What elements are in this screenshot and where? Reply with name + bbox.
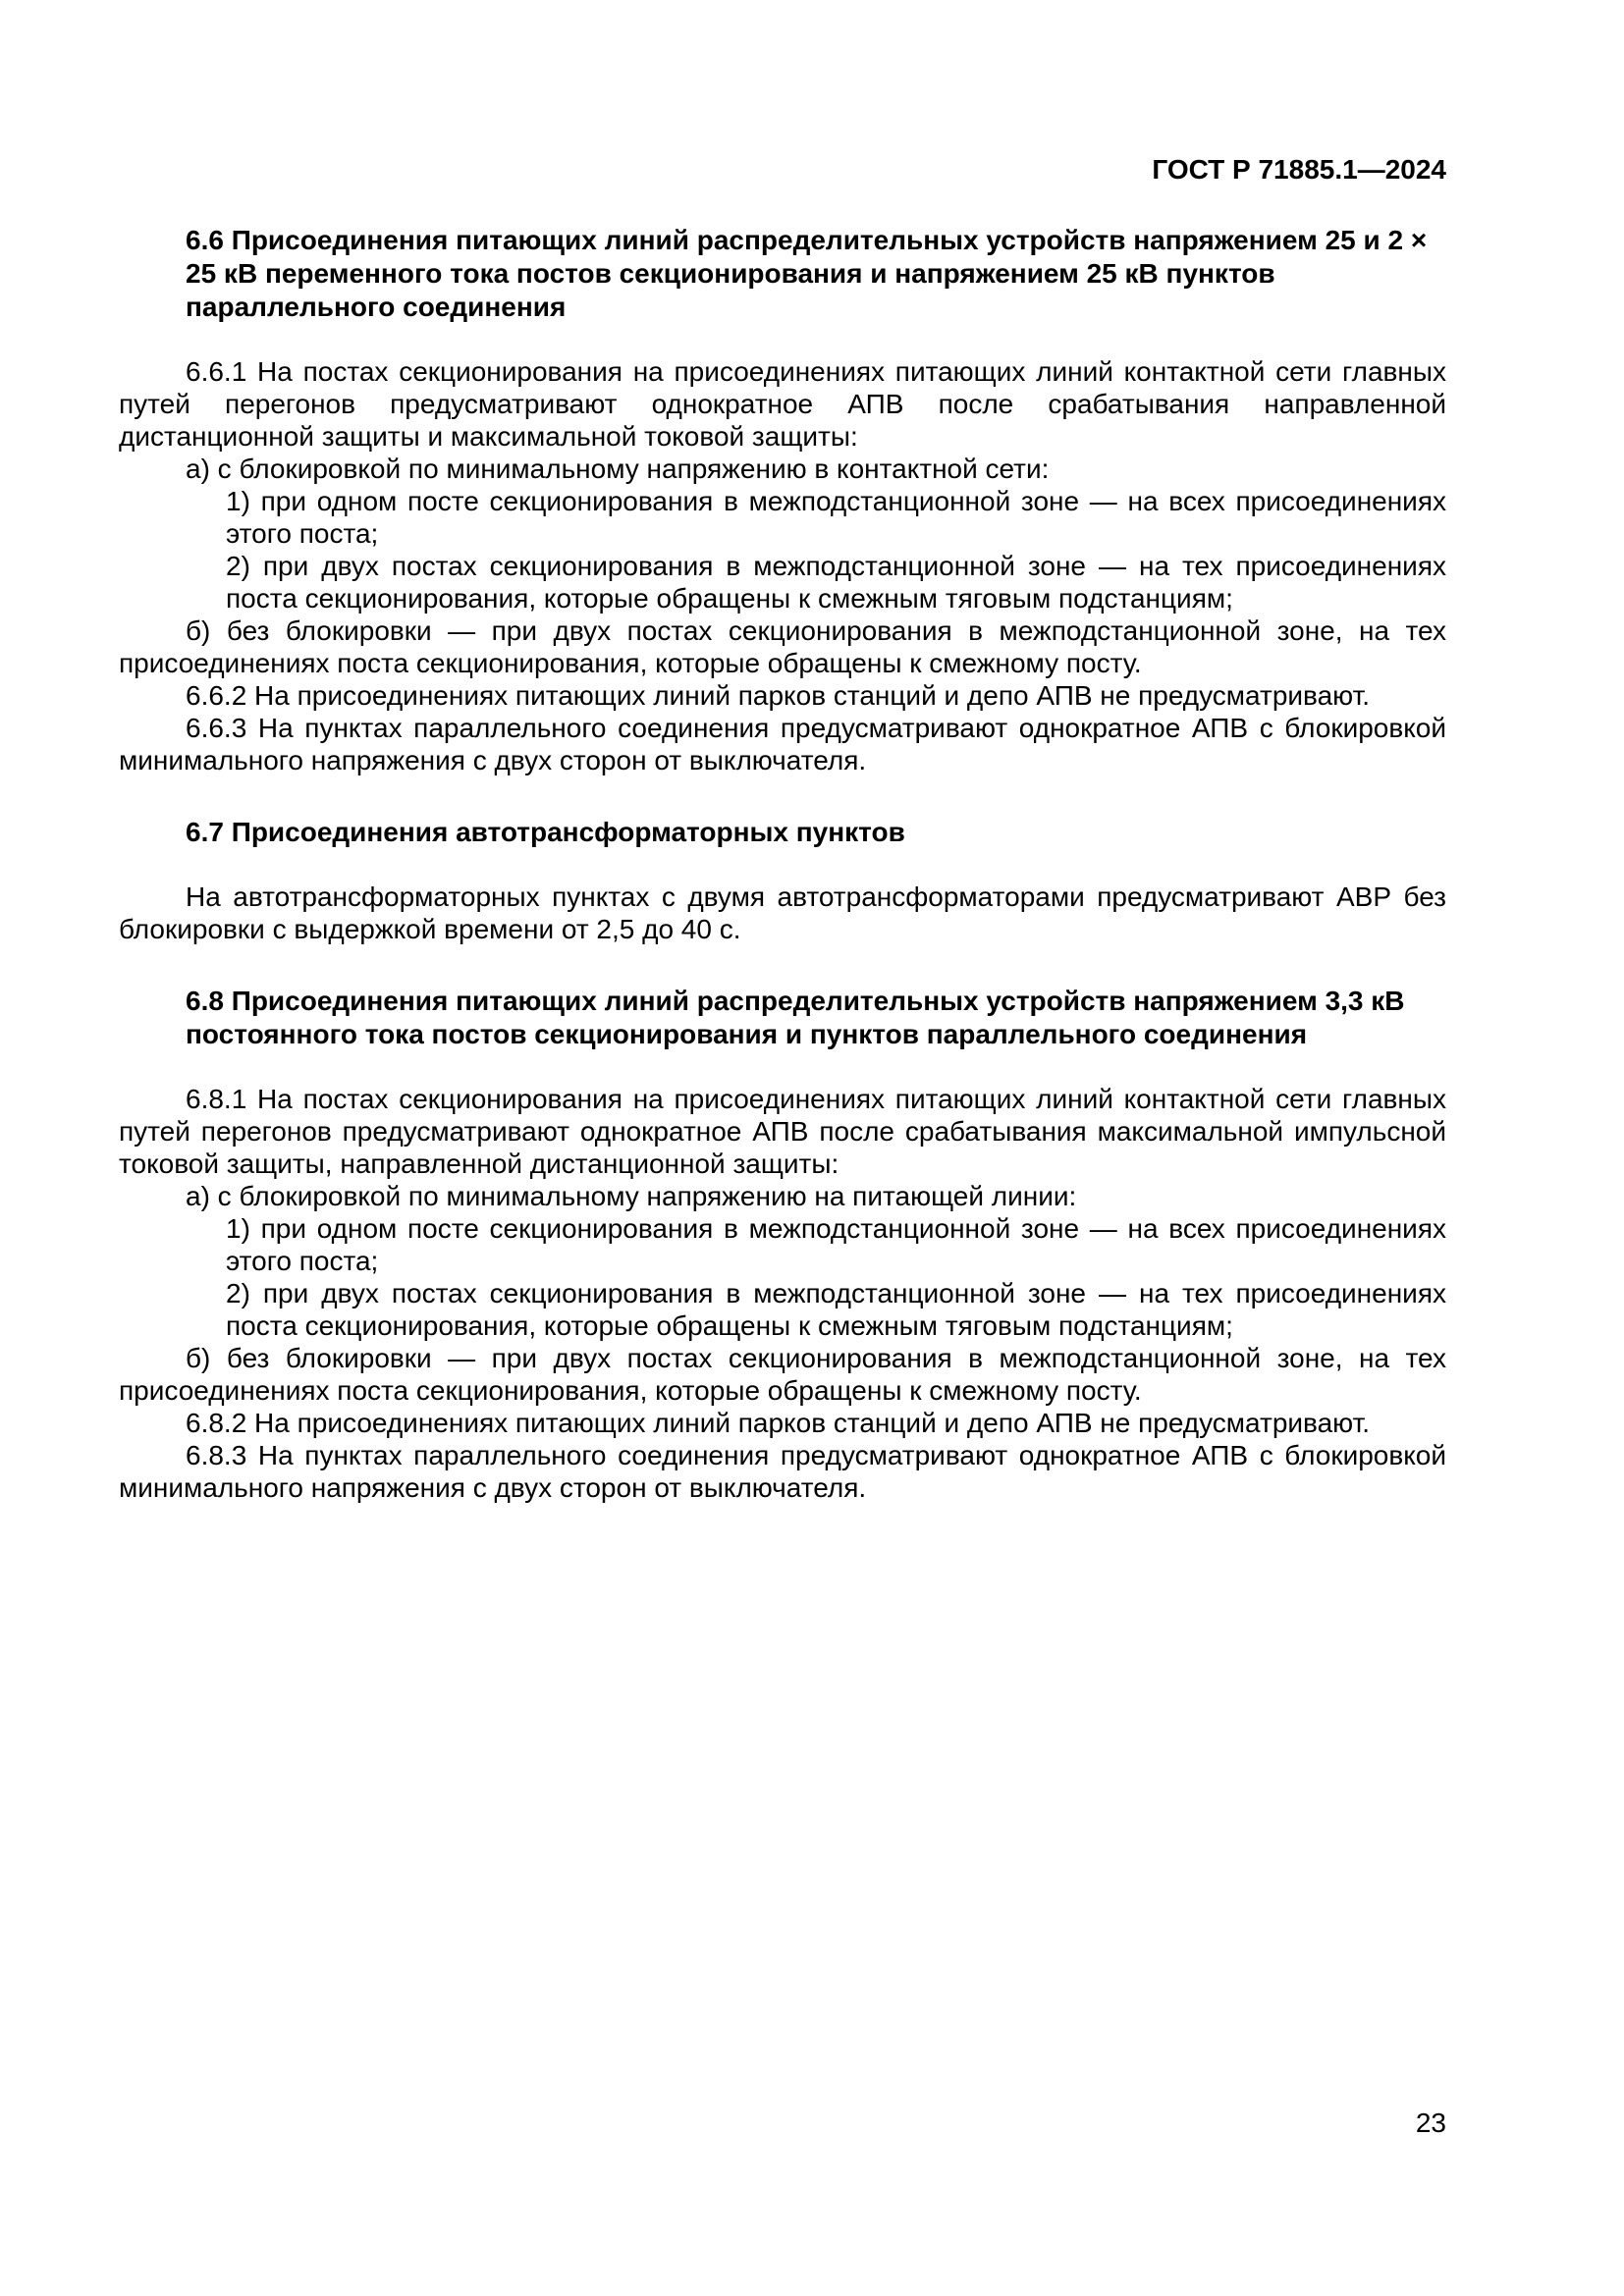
clause-6-6-1-item-a: а) с блокировкой по минимальному напряжению в контактной сети: — [186, 454, 1050, 484]
clause-6-8-1-item-a: а) с блокировкой по минимальному напряжению на питающей линии: — [186, 1181, 1077, 1211]
clause-6-6-1-item-b: б) без блокировки — при двух постах секционирования в межподстанционной зоне, на тех присоединениях поста секционирования, которые обращены к смежному посту. — [119, 615, 1446, 678]
clause-6-8-3: 6.8.3 На пунктах параллельного соединения предусматривают однократное АПВ с блокировкой минимального напряжения с двух сторон от выключателя. — [119, 1440, 1446, 1503]
clause-6-6-3: 6.6.3 На пунктах параллельного соединения предусматривают однократное АПВ с блокировкой минимального напряжения с двух сторон от выключателя. — [119, 713, 1446, 775]
clause-6-8-1-item-1: 1) при одном посте секционирования в межподстанционной зоне — на всех присоединениях этого поста; — [226, 1213, 1446, 1276]
clause-6-6-2: 6.6.2 На присоединениях питающих линий парков станций и депо АПВ не предусматривают. — [186, 680, 1371, 711]
clause-6-8-1-item-2: 2) при двух постах секционирования в межподстанционной зоне — на тех присоединениях поста секционирования, которые обращены к смежным тяговым подстанциям; — [226, 1278, 1446, 1341]
clause-6-8-1: 6.8.1 На постах секционирования на присоединениях питающих линий контактной сети главных путей перегонов предусматривают однократное АПВ после срабатывания максимальной импульсной токовой защиты, направленной дистанционной защиты: — [119, 1084, 1446, 1179]
section-6-8-heading: 6.8 Присоединения питающих линий распределительных устройств напряжением 3,3 кВ постоянного тока постов секционирования и пунктов параллельного соединения — [186, 986, 1405, 1049]
clause-6-8-2: 6.8.2 На присоединениях питающих линий парков станций и депо АПВ не предусматривают. — [186, 1408, 1371, 1438]
clause-6-6-1: 6.6.1 На постах секционирования на присоединениях питающих линий контактной сети главных путей перегонов предусматривают однократное АПВ после срабатывания направленной дистанционной защиты и максимальной токовой защиты: — [119, 356, 1446, 452]
running-header: ГОСТ Р 71885.1—2024 — [1152, 154, 1446, 185]
document-content — [119, 224, 1446, 1504]
clause-6-6-1-item-1: 1) при одном посте секционирования в межподстанционной зоне — на всех присоединениях этого поста; — [226, 486, 1446, 549]
clause-6-8-1-item-b: б) без блокировки — при двух постах секционирования в межподстанционной зоне, на тех присоединениях поста секционирования, которые обращены к смежному посту. — [119, 1343, 1446, 1406]
section-6-6-heading: 6.6 Присоединения питающих линий распределительных устройств напряжением 25 и 2 × 25 кВ переменного тока постов секционирования и напряжением 25 кВ пунктов параллельного соединения — [186, 225, 1428, 322]
clause-6-6-1-item-2: 2) при двух постах секционирования в межподстанционной зоне — на тех присоединениях поста секционирования, которые обращены к смежным тяговым подстанциям; — [226, 551, 1446, 614]
page-number: 23 — [1415, 2108, 1446, 2138]
section-6-7-heading: 6.7 Присоединения автотрансформаторных пунктов — [186, 817, 905, 847]
clause-6-7-text: На автотрансформаторных пунктах с двумя автотрансформаторами предусматривают АВР без блокировки с выдержкой времени от 2,5 до 40 с. — [119, 881, 1446, 944]
